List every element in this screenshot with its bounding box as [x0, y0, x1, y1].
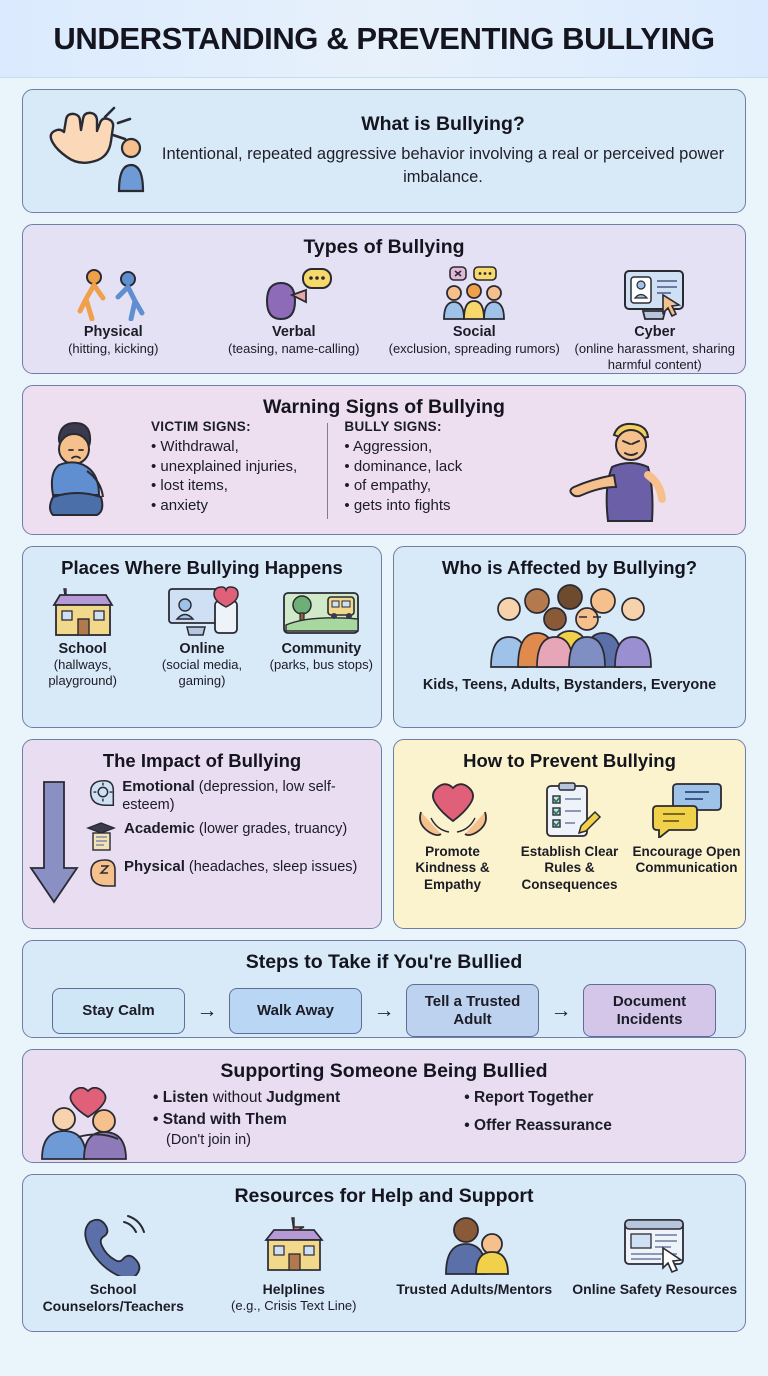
type-label: Cyber [634, 324, 676, 340]
head-gear-icon [85, 778, 115, 808]
park-bus-icon [262, 583, 381, 637]
support-bold: Offer Reassurance [474, 1117, 612, 1135]
what-is-description: Intentional, repeated aggressive behavior involving a real or perceived power imbalance. [161, 145, 725, 186]
prevent-kindness [394, 782, 511, 893]
card-title: Places Where Bullying Happens [61, 557, 343, 578]
hands-heart-icon [397, 782, 508, 838]
page-title: UNDERSTANDING & PREVENTING BULLYING [53, 20, 715, 56]
place-community [262, 583, 381, 688]
card-impact [22, 739, 382, 929]
card-places [22, 546, 382, 728]
support-plain: without [208, 1089, 267, 1106]
card-what-is-bullying [22, 89, 746, 213]
adult-and-child-icon [387, 1214, 562, 1276]
impact-emotional [85, 778, 373, 814]
step-pill-document[interactable]: Document Incidents [583, 984, 716, 1037]
shouting-head-icon [206, 265, 383, 321]
list-item: • Withdrawal, [151, 437, 317, 457]
resource-sub: (e.g., Crisis Text Line) [231, 1297, 357, 1313]
angry-boy-pointing-icon [504, 419, 739, 523]
card-title: Who is Affected by Bullying? [441, 557, 698, 578]
list-item: • lost items, [151, 476, 317, 496]
ringing-phone-icon [26, 1214, 201, 1276]
clipboard-checklist-icon [514, 782, 625, 838]
place-school [23, 583, 142, 688]
impact-rest: (headaches, sleep issues) [184, 859, 358, 876]
card-steps-to-take [22, 940, 746, 1038]
resource-school-counselors [23, 1214, 204, 1315]
affected-caption: Kids, Teens, Adults, Bystanders, Everyone [422, 677, 717, 693]
support-bold: Judgment [266, 1089, 341, 1106]
bully-signs-list [344, 437, 494, 515]
list-item: • unexplained injuries, [151, 457, 317, 477]
card-title: Steps to Take if You're Bullied [245, 951, 523, 973]
arrow-icon: → [373, 998, 395, 1022]
card-title: What is Bullying? [361, 113, 525, 136]
type-label: Physical [83, 324, 143, 340]
card-resources [22, 1174, 746, 1332]
prevent-rules [511, 782, 628, 893]
speech-bubbles-icon [631, 782, 742, 838]
card-supporting-someone [22, 1049, 746, 1163]
support-right-list [464, 1087, 735, 1148]
place-label: Online [179, 641, 225, 657]
list-item [153, 1087, 464, 1109]
step-pill-walk-away[interactable]: Walk Away [229, 988, 362, 1034]
prevent-label: Encourage Open Communication [632, 844, 741, 876]
impact-body [23, 778, 381, 908]
prevent-communication [628, 782, 745, 893]
impact-academic [85, 820, 373, 852]
card-title: Supporting Someone Being Bullied [220, 1060, 548, 1082]
card-types-of-bullying [22, 224, 746, 374]
card-stack [0, 89, 768, 1332]
impact-prevent-row [22, 739, 746, 929]
prevent-label: Establish Clear Rules & Consequences [520, 844, 619, 892]
card-title: Resources for Help and Support [234, 1185, 534, 1207]
bully-signs-column [334, 419, 504, 515]
victim-signs-heading: VICTIM SIGNS: [151, 419, 251, 434]
card-title: How to Prevent Bullying [463, 750, 676, 771]
steps-flow [23, 984, 745, 1037]
support-body [23, 1087, 745, 1161]
resource-label: Online Safety Resources [572, 1281, 738, 1297]
two-friends-heart-icon [23, 1087, 153, 1161]
impact-bold: Physical [124, 858, 185, 876]
place-sub: (hallways, playground) [48, 657, 117, 688]
bully-signs-heading: BULLY SIGNS: [344, 419, 442, 434]
warning-body [23, 419, 745, 523]
resource-label: School Counselors/Teachers [42, 1281, 184, 1314]
victim-signs-column [141, 419, 327, 515]
list-item: • anxiety [151, 496, 317, 516]
places-affected-row [22, 546, 746, 728]
two-kids-pushing-icon [25, 265, 202, 321]
type-sub: (teasing, name-calling) [227, 341, 360, 356]
place-label: School [58, 641, 107, 657]
school-flag-icon [207, 1214, 382, 1276]
type-sub: (online harassment, sharing harmful content) [574, 341, 735, 372]
place-online [142, 583, 261, 688]
impact-items [85, 778, 381, 908]
list-item [464, 1087, 735, 1109]
types-grid [23, 265, 745, 372]
type-label: Verbal [271, 324, 316, 340]
resource-label: Trusted Adults/Mentors [396, 1281, 553, 1297]
prevent-label: Promote Kindness & Empathy [415, 844, 490, 892]
fist-and-person-icon [39, 105, 157, 197]
type-label: Social [452, 324, 496, 340]
webpage-cursor-icon [568, 1214, 743, 1276]
resource-label: Helplines [262, 1281, 325, 1297]
support-bold: Stand with Them [162, 1111, 287, 1129]
step-pill-tell-adult[interactable]: Tell a Trusted Adult [406, 984, 539, 1037]
impact-physical [85, 858, 373, 888]
list-item: • of empathy, [344, 476, 494, 496]
list-item: • dominance, lack [344, 457, 494, 477]
crowd-of-people-icon [394, 583, 745, 671]
type-sub: (exclusion, spreading rumors) [388, 341, 560, 356]
card-title: Warning Signs of Bullying [263, 396, 505, 418]
arrow-icon: → [196, 998, 218, 1022]
type-cyber [565, 265, 746, 372]
place-label: Community [281, 641, 362, 657]
monitor-heart-icon [142, 583, 261, 637]
support-bold: Report Together [474, 1089, 594, 1106]
type-verbal [204, 265, 385, 372]
school-building-icon [23, 583, 142, 637]
impact-bold: Academic [124, 820, 195, 838]
place-sub: (parks, bus stops) [269, 657, 373, 672]
sad-child-sitting-icon [29, 419, 141, 523]
support-bold: Listen [162, 1089, 209, 1106]
list-item: • gets into fights [344, 496, 494, 516]
card-prevent [393, 739, 746, 929]
computer-cursor-icon [567, 265, 744, 321]
resource-online-safety [565, 1214, 746, 1315]
card-warning-signs [22, 385, 746, 535]
resources-grid [23, 1214, 745, 1315]
support-left-list [153, 1087, 464, 1148]
impact-bold: Emotional [122, 778, 195, 795]
list-item [153, 1109, 464, 1131]
arrow-icon: → [550, 998, 572, 1022]
list-item: • Aggression, [344, 437, 494, 457]
list-item [464, 1115, 735, 1137]
resource-trusted-adults [384, 1214, 565, 1315]
head-sleep-icon [85, 858, 117, 888]
victim-signs-list [151, 437, 317, 515]
card-title: Types of Bullying [303, 236, 465, 258]
step-pill-stay-calm[interactable]: Stay Calm [52, 988, 185, 1034]
graduation-notes-icon [85, 820, 117, 852]
type-social [384, 265, 565, 372]
type-physical [23, 265, 204, 372]
type-sub: (hitting, kicking) [68, 341, 159, 356]
prevent-grid [394, 782, 745, 893]
places-grid [23, 583, 381, 688]
support-lists [153, 1087, 745, 1148]
place-sub: (social media, gaming) [161, 657, 243, 688]
card-who-is-affected [393, 546, 746, 728]
page-header [0, 0, 768, 78]
group-exclusion-icon [386, 265, 563, 321]
support-note: (Don't join in) [166, 1131, 251, 1148]
impact-rest: (depression, low self-esteem) [122, 779, 336, 813]
divider [327, 423, 328, 519]
card-title: The Impact of Bullying [102, 750, 302, 771]
down-arrow-icon [23, 778, 85, 908]
impact-rest: (lower grades, truancy) [194, 821, 348, 838]
what-is-text-block [157, 113, 729, 189]
resource-helplines [204, 1214, 385, 1315]
